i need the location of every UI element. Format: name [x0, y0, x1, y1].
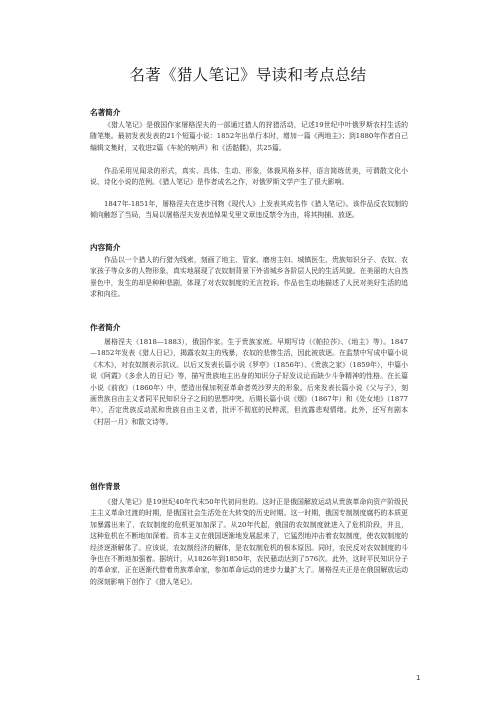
section-heading-intro: 名著简介 [90, 108, 121, 117]
section-heading-content: 内容简介 [90, 243, 121, 252]
content-paragraph: 作品以一个猎人的行猎为线索，刻画了地主、管家、磨房主妇、城镇医生、贵族知识分子、农奴、农家孩子等众多的人物形象，真实地展现了农奴制背景下外省城乡各阶层人民的生活风貌。在美丽的大自然景色中，发生的却是种种悲剧，体现了对农奴制度的无言控诉。作品也生动地描述了人民对美好生活的追求和向往。 [90, 256, 408, 299]
page-number: 1 [416, 674, 421, 682]
intro-paragraph-2: 作品采用见闻录的形式，真实、具体、生动、形象，体裁风格多样，语言简练优美，可谓散文化小说、诗化小说的范例。《猎人笔记》是作者成名之作，对俄罗斯文学产生了很大影响。 [90, 167, 408, 187]
section-heading-author: 作者简介 [90, 323, 121, 332]
section-heading-background: 创作背景 [90, 482, 121, 491]
intro-paragraph-3: 1847年-1851年，屠格涅夫在进步刊物《现代人》上发表其成名作《猎人笔记》。该作品反农奴制的倾向触怒了当局，当局以屠格涅夫发表追悼果戈里文章违反禁令为由，将其拘捕、放逐。 [90, 200, 408, 220]
author-paragraph: 屠格涅夫（1818—1883），俄国作家。生于贵族家庭。早期写诗（《帕拉莎》、《地主》等）。1847—1852年发表《猎人日记》，揭露农奴主的残暴，农奴的悲惨生活，因此被放逐。在监禁中写成中篇小说《木木》，对农奴制表示抗议。以后又发表长篇小说《罗亭》（1856年）、《贵族之家》（1859年），中篇小说《阿霞》《多余人的日记》等，描写贵族地主出身的知识分子好发议论而缺少斗争精神的性格。在长篇小说《前夜》（1860年）中，塑造出保加利亚革命者英沙罗夫的形象。后来发表长篇小说《父与子》，刻画贵族自由主义者同平民知识分子之间的思想冲突。后期长篇小说《烟》（1867年）和《处女地》（1877年），否定贵族反动派和贵族自由主义者，批评不彻底的民粹派，但流露悲观情绪。此外，还写有剧本《村居一月》和散文诗等。 [90, 338, 408, 426]
intro-paragraph-1: 《猎人笔记》是俄国作家屠格涅夫的一部通过猎人的狩猎活动，记述19世纪中叶俄罗斯农村生活的随笔集。最初发表发表的21个短篇小说：1852年出单行本时，增加一篇《两地主》；到1880年作者自己编辑文集时，又收进2篇《车轮的响声》和《活骷髅》，共25篇。 [90, 121, 408, 152]
background-paragraph: 《猎人笔记》是19世纪40年代末50年代初问世的。这时正是俄国解放运动从贵族革命向资产阶级民主主义革命过渡的时期，是俄国社会生活处在大转变的历史时期。这一时期，俄国专制制度腐朽的本质更加暴露出来了，农奴制度的危机更加加深了。从20年代起，俄国的农奴制度就进入了危机阶段，并且，这种危机在不断地加深着。资本主义在俄国逐渐地发展起来了，它猛烈地冲击着农奴制度，使农奴制度的经济逐渐解体了。应该说，农奴制经济的解体，是农奴制危机的根本原因。同时，农民反对农奴制度的斗争也在不断地加强着。据统计，从1826年到1850年，农民骚动达到了576次。此外，这时平民知识分子的革命家，正在逐渐代替着贵族革命家，参加革命运动的进步力量扩大了。屠格涅夫正是在俄国解放运动的深刻影响下创作了《猎人笔记》。 [90, 498, 408, 586]
page-title: 名著《猎人笔记》导读和考点总结 [129, 66, 367, 84]
